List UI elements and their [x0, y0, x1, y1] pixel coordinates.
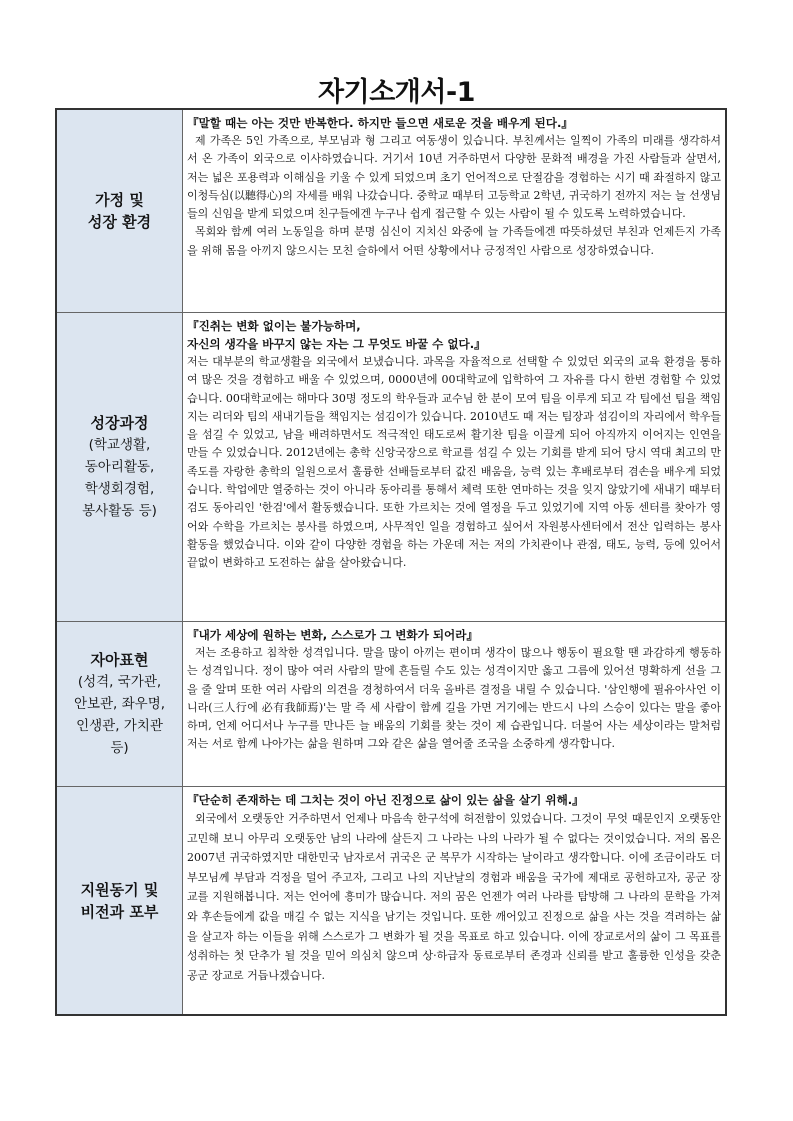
self-introduction-table [55, 108, 727, 1016]
section-label-sub: (성격, 국가관, 안보관, 좌우명, 인생관, 가치관 등) [73, 674, 166, 756]
page-title: 자기소개서-1 [318, 77, 475, 108]
section-content-growth [183, 313, 725, 622]
section-heading: 『단순히 존재하는 데 그치는 것이 아닌 진정으로 삶이 있는 삶을 살기 위해.』 [187, 793, 584, 807]
section-heading: 『진취는 변화 없이는 불가능하며, 자신의 생각을 바꾸지 않는 자는 그 무엇도 바꿀 수 없다.』 [187, 319, 486, 351]
section-content-self-expression [183, 622, 725, 787]
section-label-title: 자아표현 [90, 651, 149, 669]
section-label-title: 지원동기 및 비전과 포부 [80, 880, 159, 921]
section-label-growth [57, 313, 183, 622]
section-label-motivation [57, 787, 183, 1014]
section-label-title: 가정 및 성장 환경 [87, 191, 152, 231]
section-paragraph: 외국에서 오랫동안 거주하면서 언제나 마음속 한구석에 허전함이 있었습니다. 그것이 무엇 때문인지 오랫동안 고민해 보니 아무리 오랫동안 남의 나라에 살든지 그 나라는 나의 나라가 될 수 없다는 것이었습니다. 저의 몸은 2007년 귀국하였지만 대한민국 남자로서 귀국은 군 복무가 시작하는 날이라고 생각합니다. 이에 조금이라도 더 부모님께 부담과 걱정을 덜어 주고자, 그리고 나의 지난날의 경험과 배움을 국가에 제대로 공헌하고자, 공군 장교를 지원해봅니다. 저는 언어에 흥미가 많습니다. 저의 꿈은 언젠가 여러 나라를 탐방해 그 나라의 문학을 가져와 후손들에게 값을 매길 수 없는 지식을 남기는 것입니다. 또한 깨어있고 진정으로 삶을 사는 것을 격려하는 삶을 살고자 하는 이들을 위해 스스로가 그 변화가 될 것을 목표로 하고 있습니다. 이에 장교로서의 삶이 그 목표를 성취하는 첫 단추가 될 것을 믿어 의심치 않으며 상·하급자 동료로부터 존경과 신뢰를 받고 훌륭한 인성을 갖춘 공군 장교로 거듭나겠습니다. [187, 812, 721, 982]
section-paragraph: 제 가족은 5인 가족으로, 부모님과 형 그리고 여동생이 있습니다. 부친께서는 일찍이 가족의 미래를 생각하셔서 온 가족이 외국으로 이사하였습니다. 거기서 10년 거주하면서 다양한 문화적 배경을 가진 사람들과 살면서, 저는 넓은 포용력과 이해심을 키울 수 있게 되었으며 초기 언어적으로 단절감을 경험하는 시기 때 좌절하지 않고 이청득심(以聽得心)의 자세를 배워 나갔습니다. 중학교 때부터 고등학교 2학년, 귀국하기 전까지 저는 늘 선생님들의 신임을 받게 되었으며 친구들에겐 누구나 쉽게 접근할 수 있는 사람이 될 수 있도록 노력하였습니다. [187, 134, 721, 221]
section-paragraph: 저는 조용하고 침착한 성격입니다. 말을 많이 아끼는 편이며 생각이 많으나 행동이 필요할 땐 과감하게 행동하는 성격입니다. 정이 많아 여러 사람의 말에 흔들릴 수도 있는 성격이지만 옳고 그름에 있어선 명확하게 선을 그을 줄 알며 또한 여러 사람의 의견을 경청하여서 더욱 올바른 결정을 내릴 수 있습니다. '삼인행에 필유아사언 이니라(三人行에 必有我師焉)'는 말 즉 세 사람이 함께 길을 가면 거기에는 반드시 나의 스승이 있다는 말을 좋아하며, 언제 어디서나 누구를 만나든 늘 배움의 기회를 찾는 것이 제 습관입니다. 더불어 사는 세상이라는 말처럼 저는 서로 함께 나아가는 삶을 원하며 그와 같은 삶을 열어줄 조국을 소중하게 생각합니다. [187, 646, 721, 751]
section-heading: 『말할 때는 아는 것만 반복한다. 하지만 들으면 새로운 것을 배우게 된다.』 [187, 116, 573, 130]
section-label-family [57, 110, 183, 313]
section-paragraph: 목회와 함께 여러 노동일을 하며 분명 심신이 지치신 와중에 늘 가족들에겐 따뜻하셨던 부친과 언제든지 가족을 위해 몸을 아끼지 않으시는 모친 슬하에서 어떤 상황에서나 긍정적인 사람으로 성장하였습니다. [187, 225, 721, 257]
section-content-family [183, 110, 725, 313]
section-content-motivation [183, 787, 725, 1014]
section-label-self-expression [57, 622, 183, 787]
section-label-sub: (학교생활, 동아리활동, 학생회경험, 봉사활동 등) [82, 437, 157, 519]
section-heading: 『내가 세상에 원하는 변화, 스스로가 그 변화가 되어라』 [187, 628, 479, 642]
section-paragraph: 저는 대부분의 학교생활을 외국에서 보냈습니다. 과목을 자율적으로 선택할 수 있었던 외국의 교육 환경을 통하여 많은 것을 경험하고 배울 수 있었으며, 0000년에 00대학교에 입학하여 그 자유를 다시 한번 경험할 수 있었습니다. 00대학교에는 해마다 30명 정도의 학우들과 교수님 한 분이 모여 팀을 이루게 되고 각 팀에선 팀을 책임지는 리더와 팀의 새내기들을 책임지는 섬김이가 있습니다. 2010년도 때 저는 팀장과 섬김이의 자리에서 학우들을 섬길 수 있었고, 남을 배려하면서도 적극적인 태도로써 활기찬 팀을 이끌게 되어 아직까지 이어지는 인연을 만들 수 있었습니다. 2012년에는 총학 신앙국장으로 학교를 섬길 수 있는 기회를 받게 되어 당시 역대 최고의 만족도를 자랑한 총학의 일원으로서 훌륭한 선배들로부터 값진 배움을, 능력 있는 후배로부터 겸손을 배우게 되었습니다. 학업에만 열중하는 것이 아니라 동아리를 통해서 체력 또한 연마하는 것을 잊지 않았기에 새내기 때부터 검도 동아리인 '한검'에서 활동했습니다. 또한 가르치는 것에 열정을 두고 있었기에 지역 아동 센터를 찾아가 영어와 수학을 가르치는 봉사를 하였으며, 사무적인 일을 경험하고 싶어서 자원봉사센터에서 전산 입력하는 봉사활동을 했었습니다. 이와 같이 다양한 경험을 하는 가운데 저는 저의 가치관이나 관점, 태도, 능력, 등에 있어서 끝없이 변화하고 도전하는 삶을 살아왔습니다. [187, 355, 721, 570]
section-label-title: 성장과정 [90, 414, 149, 432]
